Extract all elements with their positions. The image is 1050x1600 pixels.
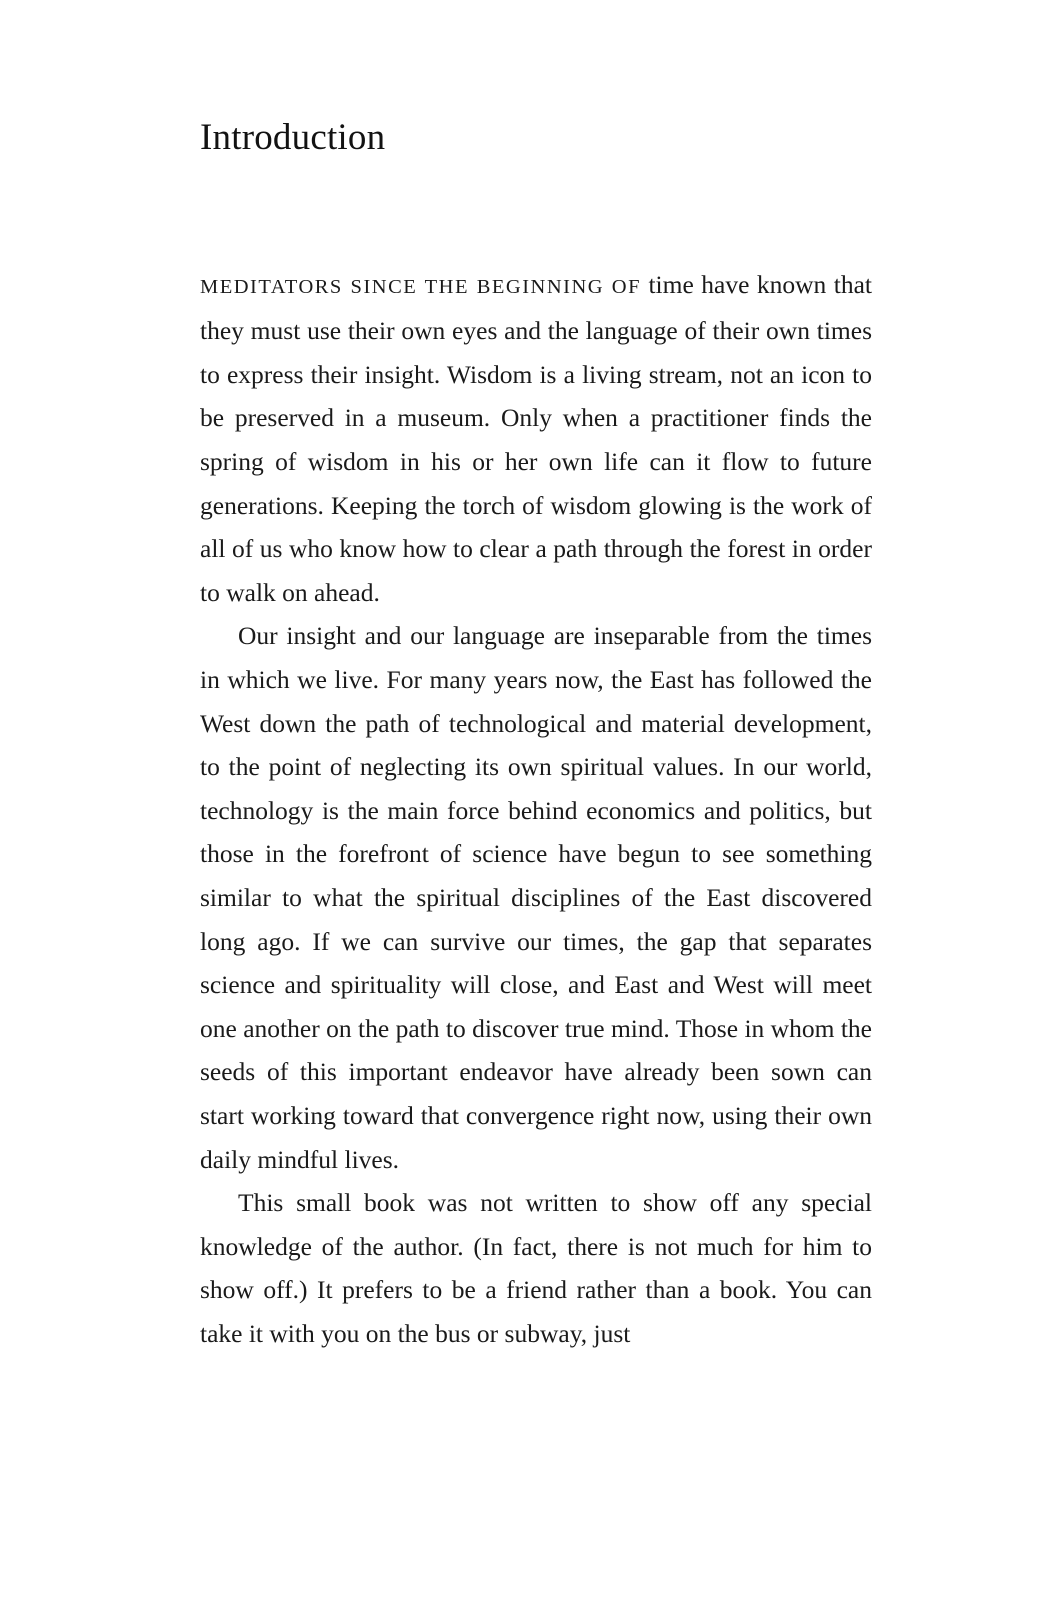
paragraph-2: Our insight and our language are inseparable from the times in which we live. For many years now, the East has followed the West down the path of technological and material development, to the point of neglecting its own spiritual values. In our world, technology is the main force behind economics and politics, but those in the forefront of science have begun to see something similar to what the spiritual disciplines of the East discovered long ago. If we can survive our times, the gap that separates science and spirituality will close, and East and West will meet one another on the path to discover true mind. Those in whom the seeds of this important endeavor have already been sown can start working toward that convergence right now, using their own daily mindful lives. [200, 621, 872, 1174]
small-caps-opening: MEDITATORS SINCE THE BEGINNING OF [200, 275, 641, 298]
paragraph-1 [200, 263, 872, 615]
paragraph-3: This small book was not written to show off any special knowledge of the author. (In fact, there is not much for him to show off.) It prefers to be a friend rather than a book. You can take it with you on the bus or subway, just [200, 1188, 872, 1348]
body-text [200, 263, 872, 1356]
page-title: Introduction [200, 117, 386, 158]
paragraph-1-text: time have known that they must use their own eyes and the language of their own times to express their insight. Wisdom is a living stream, not an icon to be preserved in a museum. Only when a practitioner finds the spring of wisdom in his or her own life can it flow to future generations. Keeping the torch of wisdom glowing is the work of all of us who know how to clear a path through the forest in order to walk on ahead. [200, 269, 872, 607]
page-content [200, 118, 872, 1356]
